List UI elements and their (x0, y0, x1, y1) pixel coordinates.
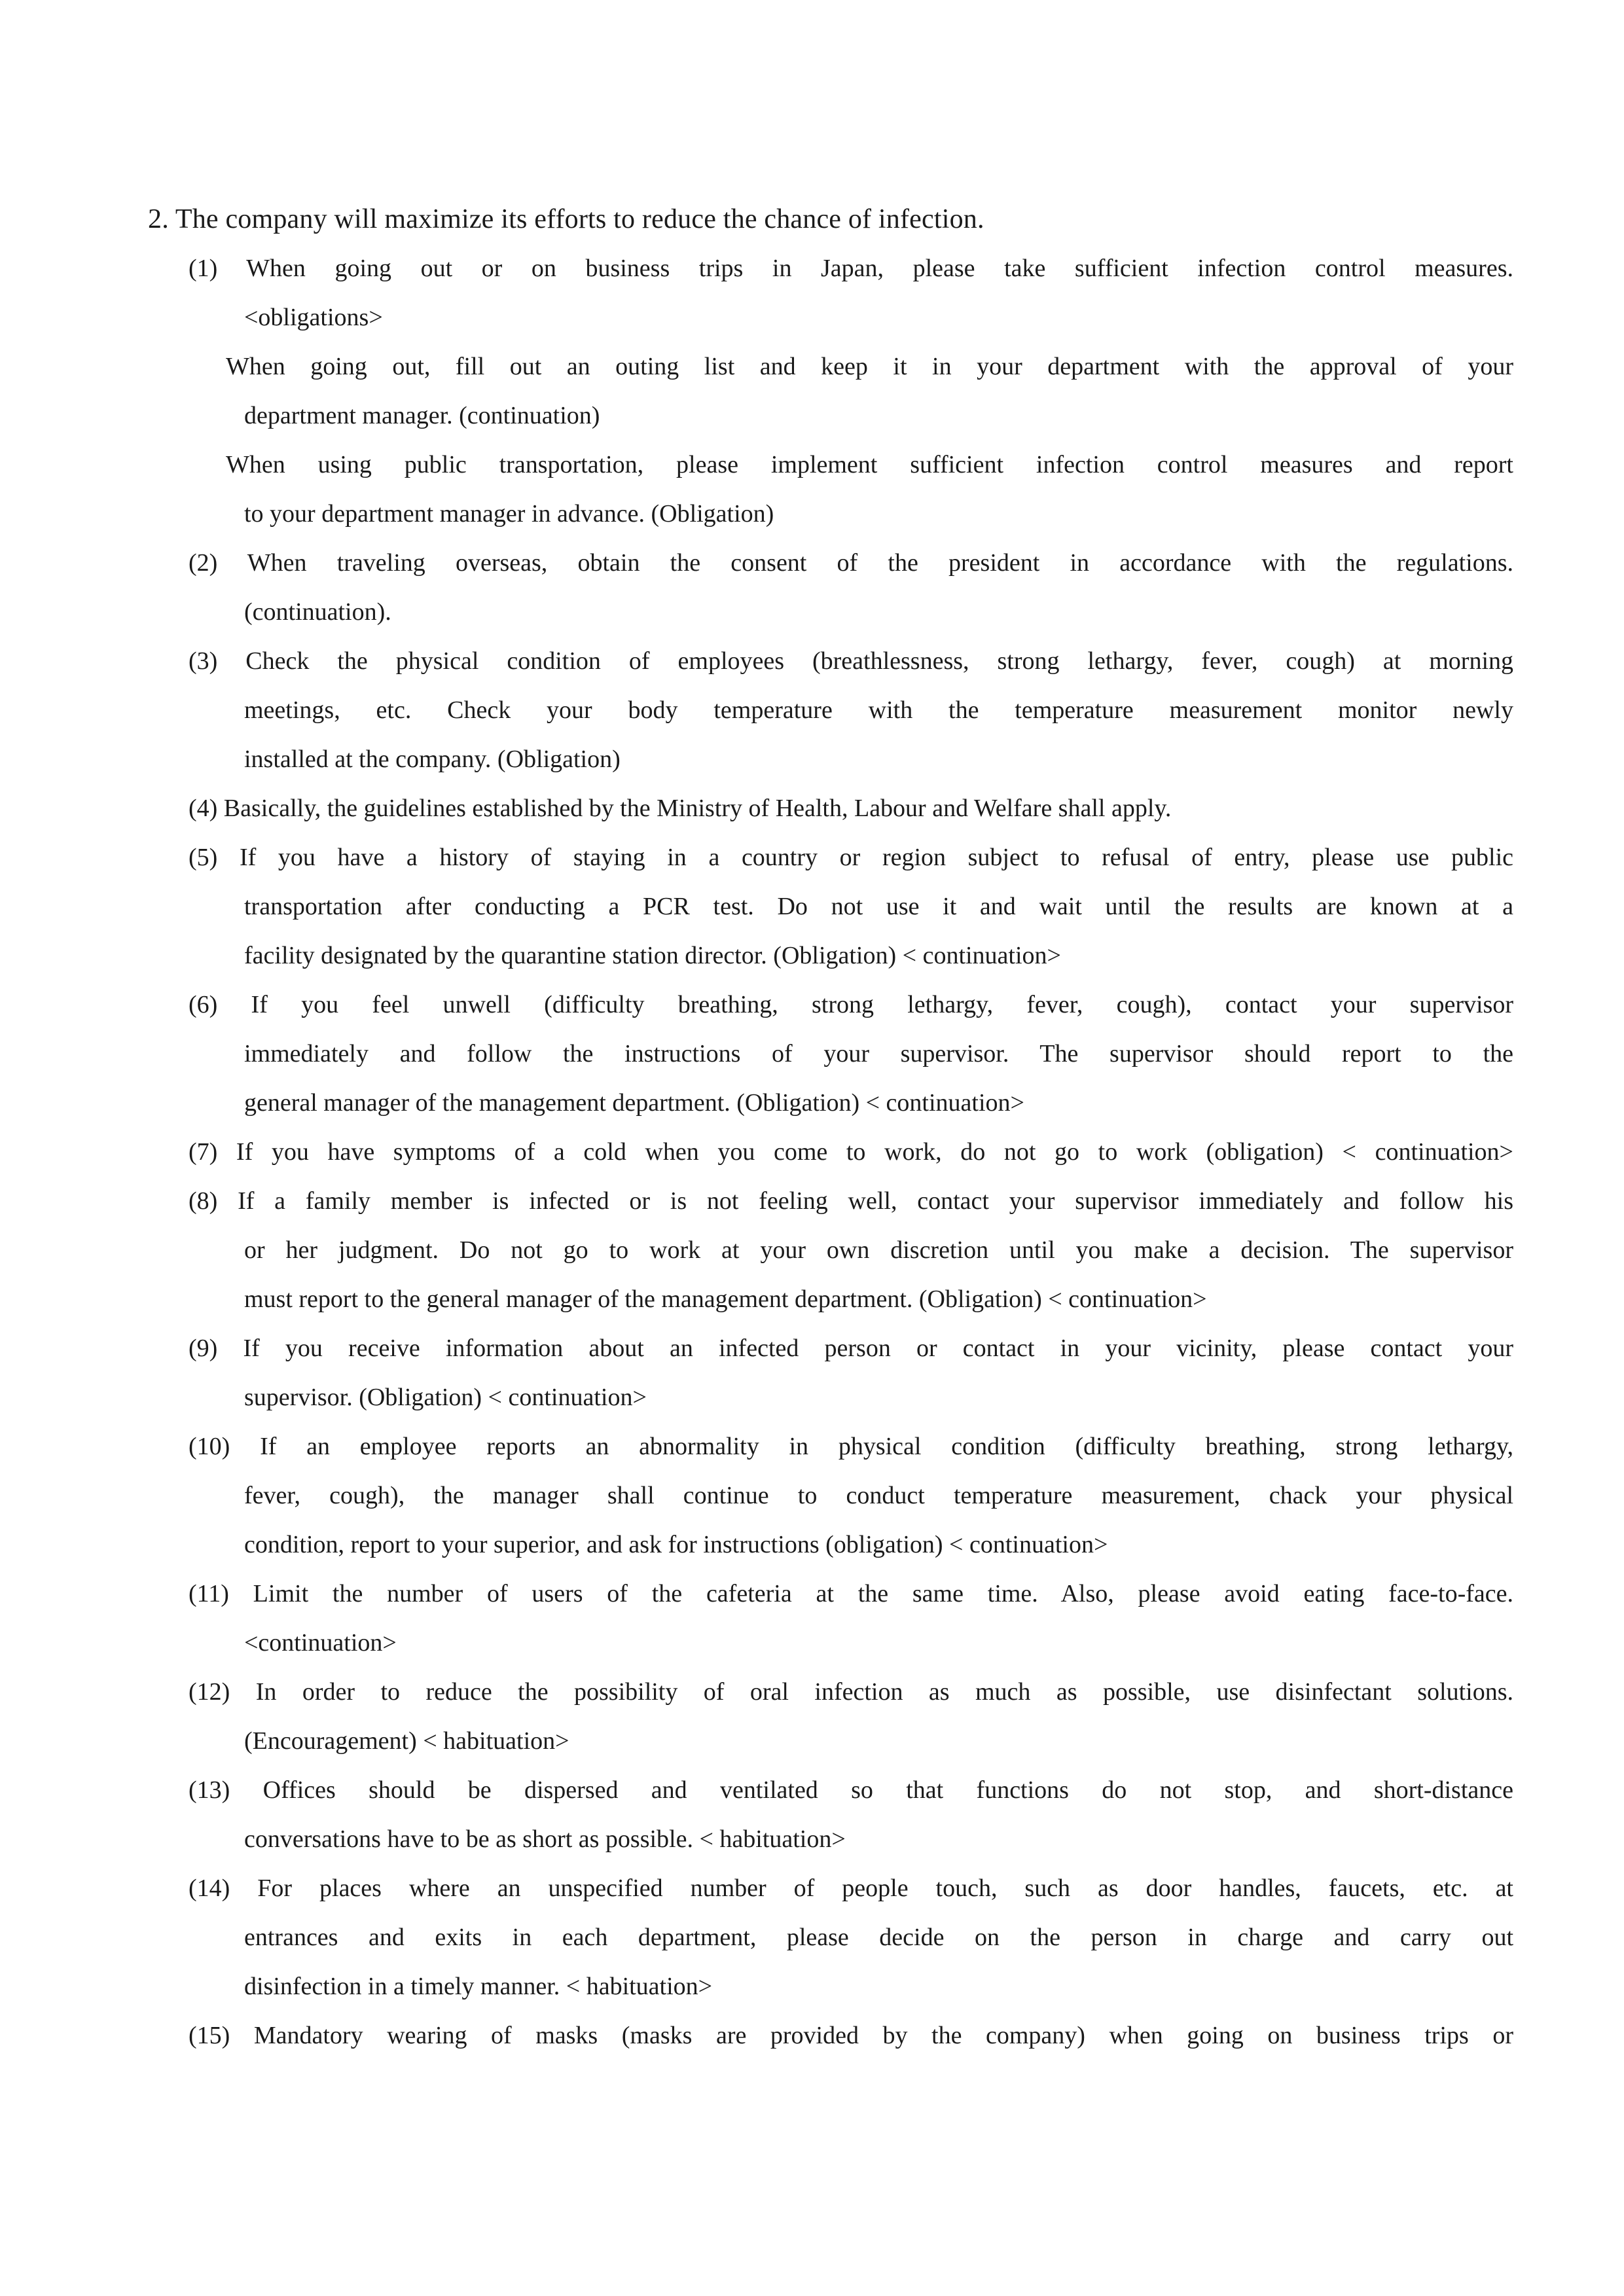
list-item-line: (6) If you feel unwell (difficulty breathing, strong lethargy, fever, cough), contact your supervisor (189, 991, 1513, 1018)
continuation-line: meetings, etc. Check your body temperature with the temperature measurement monitor newly (244, 696, 1513, 724)
list-item-line: (2) When traveling overseas, obtain the consent of the president in accordance with the regulations. (189, 549, 1513, 577)
continuation-line: disinfection in a timely manner. < habituation> (244, 1973, 713, 2000)
continuation-line: facility designated by the quarantine station director. (Obligation) < continuation> (244, 942, 1061, 969)
list-item-line: (15) Mandatory wearing of masks (masks are provided by the company) when going on business trips or (189, 2022, 1513, 2049)
list-item-line: (14) For places where an unspecified number of people touch, such as door handles, faucets, etc. at (189, 1874, 1513, 1902)
list-item-line: (10) If an employee reports an abnormality in physical condition (difficulty breathing, strong lethargy, (189, 1433, 1513, 1460)
list-item-line: (3) Check the physical condition of employees (breathlessness, strong lethargy, fever, cough) at morning (189, 647, 1513, 675)
continuation-line: <continuation> (244, 1629, 397, 1657)
continuation-line: immediately and follow the instructions of your supervisor. The supervisor should report to the (244, 1040, 1513, 1067)
list-item-line: (5) If you have a history of staying in a country or region subject to refusal of entry, please use public (189, 844, 1513, 871)
list-item-line: (13) Offices should be dispersed and ventilated so that functions do not stop, and short-distance (189, 1776, 1513, 1804)
sub-item-line: When using public transportation, please implement sufficient infection control measures and report (226, 451, 1513, 478)
continuation-line: entrances and exits in each department, please decide on the person in charge and carry out (244, 1924, 1513, 1951)
list-item-line: (12) In order to reduce the possibility of oral infection as much as possible, use disinfectant solutions. (189, 1678, 1513, 1706)
continuation-line: (continuation). (244, 598, 391, 626)
continuation-line: conversations have to be as short as possible. < habituation> (244, 1825, 846, 1853)
continuation-line: fever, cough), the manager shall continue to conduct temperature measurement, chack your physical (244, 1482, 1513, 1509)
continuation-line: installed at the company. (Obligation) (244, 745, 621, 773)
sub-item-line: When going out, fill out an outing list and keep it in your department with the approval of your (226, 353, 1513, 380)
list-item-line: (4) Basically, the guidelines established by the Ministry of Health, Labour and Welfare shall apply. (189, 795, 1172, 822)
list-item-line: (8) If a family member is infected or is not feeling well, contact your supervisor immediately and follow his (189, 1187, 1513, 1215)
list-item-line: (7) If you have symptoms of a cold when you come to work, do not go to work (obligation) < continuation> (189, 1138, 1513, 1166)
continuation-line: general manager of the management department. (Obligation) < continuation> (244, 1089, 1024, 1117)
continuation-line: <obligations> (244, 304, 383, 331)
continuation-line: condition, report to your superior, and ask for instructions (obligation) < continuation> (244, 1531, 1108, 1558)
continuation-line: department manager. (continuation) (244, 402, 600, 429)
continuation-line: or her judgment. Do not go to work at your own discretion until you make a decision. The supervisor (244, 1236, 1513, 1264)
section-heading: 2. The company will maximize its efforts to reduce the chance of infection. (148, 204, 984, 234)
continuation-line: must report to the general manager of the management department. (Obligation) < continuation> (244, 1285, 1207, 1313)
continuation-line: to your department manager in advance. (Obligation) (244, 500, 774, 528)
list-item-line: (1) When going out or on business trips in Japan, please take sufficient infection control measures. (189, 255, 1513, 282)
continuation-line: (Encouragement) < habituation> (244, 1727, 569, 1755)
continuation-line: transportation after conducting a PCR test. Do not use it and wait until the results are known at a (244, 893, 1513, 920)
list-item-line: (11) Limit the number of users of the cafeteria at the same time. Also, please avoid eating face-to-face. (189, 1580, 1513, 1607)
continuation-line: supervisor. (Obligation) < continuation> (244, 1384, 647, 1411)
list-item-line: (9) If you receive information about an infected person or contact in your vicinity, please contact your (189, 1335, 1513, 1362)
